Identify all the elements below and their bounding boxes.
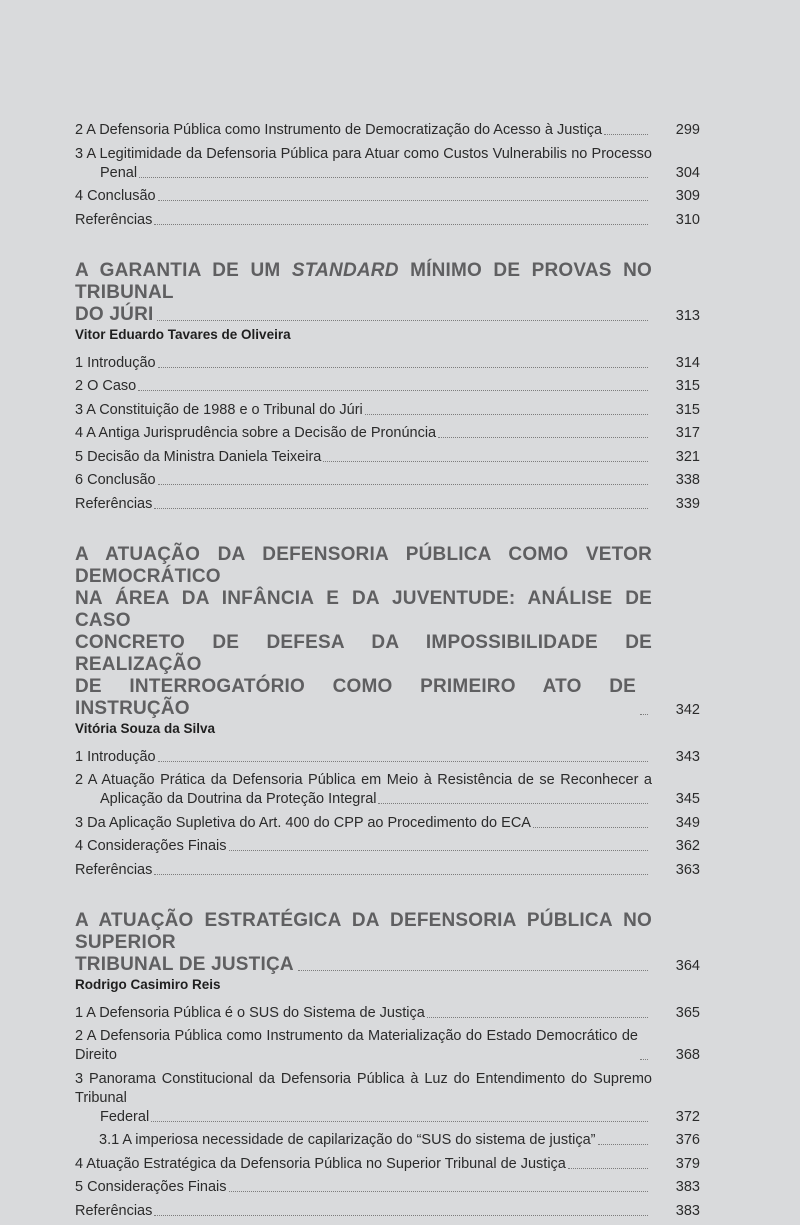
chapter-title-line: A ATUAÇÃO ESTRATÉGICA DA DEFENSORIA PÚBLICA NO SUPERIOR [75,909,652,953]
toc-entry-title-cont: Penal [100,164,138,181]
dot-leader [158,761,648,762]
toc-entry-page: 363 [675,861,700,878]
chapter-heading[interactable] [75,544,700,720]
toc-entry-page: 345 [675,791,700,807]
dot-leader [157,320,648,321]
chapter-title [75,260,652,326]
toc-entry-page: 304 [675,164,700,181]
dot-leader [139,177,648,178]
chapter-page: 313 [675,307,700,324]
toc-entry-page: 343 [675,748,700,765]
toc-entry-title: 4 Considerações Finais [75,838,227,854]
dot-leader [604,134,648,135]
chapter-author: Vitória Souza da Silva [75,720,216,736]
toc-entry-title-cont: Aplicação da Doutrina da Proteção Integral [100,791,377,807]
toc-entry[interactable] [75,121,700,140]
dot-leader [598,1144,649,1145]
toc-entry-page: 339 [675,495,700,512]
chapter-entries [75,1004,700,1221]
dot-leader [154,1215,648,1216]
toc-chapter [75,910,700,1221]
toc-entry-title: Referências [75,495,153,512]
toc-entry[interactable] [75,1027,700,1065]
dot-leader [533,827,648,828]
toc-entry-title: 3 A Legitimidade da Defensoria Pública para Atuar como Custos Vulnerabilis no Processo [75,145,652,162]
dot-leader [158,484,648,485]
toc-entry-title: 5 Decisão da Ministra Daniela Teixeira [75,448,322,465]
toc-entry[interactable] [75,1131,700,1150]
dot-leader [640,714,648,715]
toc-entry-page: 309 [675,188,700,204]
chapter-page: 342 [675,701,700,718]
toc-entry[interactable] [75,354,700,373]
toc-entry[interactable] [75,1155,700,1174]
toc-entry-title: 3.1 A imperiosa necessidade de capilarização do “SUS do sistema de justiça” [99,1132,596,1148]
dot-leader [154,508,648,509]
chapter-title-line: NA ÁREA DA INFÂNCIA E DA JUVENTUDE: ANÁLISE DE CASO [75,587,652,631]
chapter-title-line: DE INTERROGATÓRIO COMO PRIMEIRO ATO DE INSTRUÇÃO [75,675,636,719]
toc-entry[interactable] [75,424,700,443]
toc-entry-title: Referências [75,211,153,228]
toc-entry-title: 1 Introdução [75,748,156,765]
toc-entry[interactable] [75,187,700,206]
toc-entry[interactable] [75,861,700,880]
toc-entry[interactable] [75,814,700,833]
toc-entry-page: 349 [675,814,700,831]
toc-entry[interactable] [75,748,700,767]
toc-entry-page: 362 [675,838,700,854]
dot-leader [427,1017,648,1018]
toc-entry[interactable] [75,837,700,856]
toc-entry-page: 310 [675,211,700,228]
toc-entry[interactable] [75,1178,700,1197]
toc-entry-page: 383 [675,1202,700,1219]
toc-entry[interactable] [75,145,700,183]
toc-entry-title: 5 Considerações Finais [75,1179,227,1195]
dot-leader [154,874,648,875]
chapter-entries [75,354,700,514]
chapter-title [75,910,652,976]
chapter-title-line: TRIBUNAL DE JUSTIÇA [75,953,294,975]
chapter-title-line: A ATUAÇÃO DA DEFENSORIA PÚBLICA COMO VETOR DEMOCRÁTICO [75,543,652,587]
toc-entry[interactable] [75,448,700,467]
chapter-title-part: DO JÚRI [75,303,154,325]
dot-leader [378,803,648,804]
toc-entry-title: 2 O Caso [75,378,137,394]
toc-entry[interactable] [75,377,700,396]
toc-entry-page: 317 [675,425,700,441]
chapter-page: 364 [675,957,700,974]
toc-entry[interactable] [75,401,700,420]
toc-entry-page: 315 [675,378,700,394]
toc-section-previous [75,121,700,230]
chapter-entries [75,748,700,880]
dot-leader [158,200,648,201]
dot-leader [154,224,648,225]
toc-entry[interactable] [75,211,700,230]
chapter-heading[interactable] [75,260,700,326]
chapter-title-part: MÍNIMO DE PROVAS NO TRIBUNAL [75,259,652,303]
chapter-heading[interactable] [75,910,700,976]
toc-entry[interactable] [75,771,700,809]
toc-entry-title: 6 Conclusão [75,472,156,488]
toc-entry-page: 368 [675,1047,700,1063]
toc-entry-title: 3 Panorama Constitucional da Defensoria Pública à Luz do Entendimento do Supremo Tribunal [75,1070,652,1106]
toc-entry-page: 379 [675,1155,700,1172]
toc-entry-page: 338 [675,472,700,488]
toc-entry-title: 4 Atuação Estratégica da Defensoria Pública no Superior Tribunal de Justiça [75,1155,566,1172]
toc-entry[interactable] [75,1070,700,1127]
dot-leader [229,850,648,851]
chapter-title-part: A GARANTIA DE UM [75,259,292,281]
toc-entry[interactable] [75,495,700,514]
toc-entry-page: 376 [675,1132,700,1148]
toc-entry[interactable] [75,1004,700,1023]
toc-entry-title: 2 A Atuação Prática da Defensoria Pública em Meio à Resistência de se Reconhecer a [75,772,652,788]
toc-chapter [75,544,700,880]
toc-entry-title: 3 Da Aplicação Supletiva do Art. 400 do CPP ao Procedimento do ECA [75,814,531,831]
dot-leader [365,414,648,415]
toc-entry-page: 314 [675,354,700,371]
toc-entry-page: 321 [675,448,700,465]
toc-entry[interactable] [75,1202,700,1221]
toc-entry-page: 365 [675,1004,700,1021]
toc-entry[interactable] [75,471,700,490]
toc-entry-title: 1 Introdução [75,354,156,371]
dot-leader [323,461,648,462]
toc-entry-page: 299 [675,122,700,138]
chapter-author: Rodrigo Casimiro Reis [75,976,221,992]
toc-entry-page: 372 [675,1108,700,1125]
toc-entry-title: 4 Conclusão [75,188,156,204]
table-of-contents [75,121,700,1225]
dot-leader [151,1121,648,1122]
toc-entry-title: 1 A Defensoria Pública é o SUS do Sistema de Justiça [75,1004,425,1021]
toc-entry-page: 383 [675,1179,700,1195]
toc-entry-title-cont: Federal [100,1108,150,1125]
dot-leader [138,390,648,391]
dot-leader [438,437,648,438]
chapter-title-line: CONCRETO DE DEFESA DA IMPOSSIBILIDADE DE REALIZAÇÃO [75,631,652,675]
toc-entry-title: Referências [75,861,153,878]
dot-leader [568,1168,648,1169]
toc-entry-title: 2 A Defensoria Pública como Instrumento da Materialização do Estado Democrático de Direito [75,1028,638,1063]
dot-leader [640,1059,648,1060]
toc-entry-title: Referências [75,1202,153,1219]
dot-leader [158,367,648,368]
chapter-title-emphasis: STANDARD [291,259,399,281]
chapter-title [75,544,652,720]
toc-entry-title: 3 A Constituição de 1988 e o Tribunal do Júri [75,401,363,418]
chapter-author: Vitor Eduardo Tavares de Oliveira [75,326,291,342]
dot-leader [298,970,648,971]
toc-entry-page: 315 [675,401,700,418]
dot-leader [229,1191,648,1192]
toc-entry-title: 4 A Antiga Jurisprudência sobre a Decisão de Pronúncia [75,425,437,441]
toc-entry-title: 2 A Defensoria Pública como Instrumento de Democratização do Acesso à Justiça [75,122,603,138]
toc-chapter [75,260,700,514]
